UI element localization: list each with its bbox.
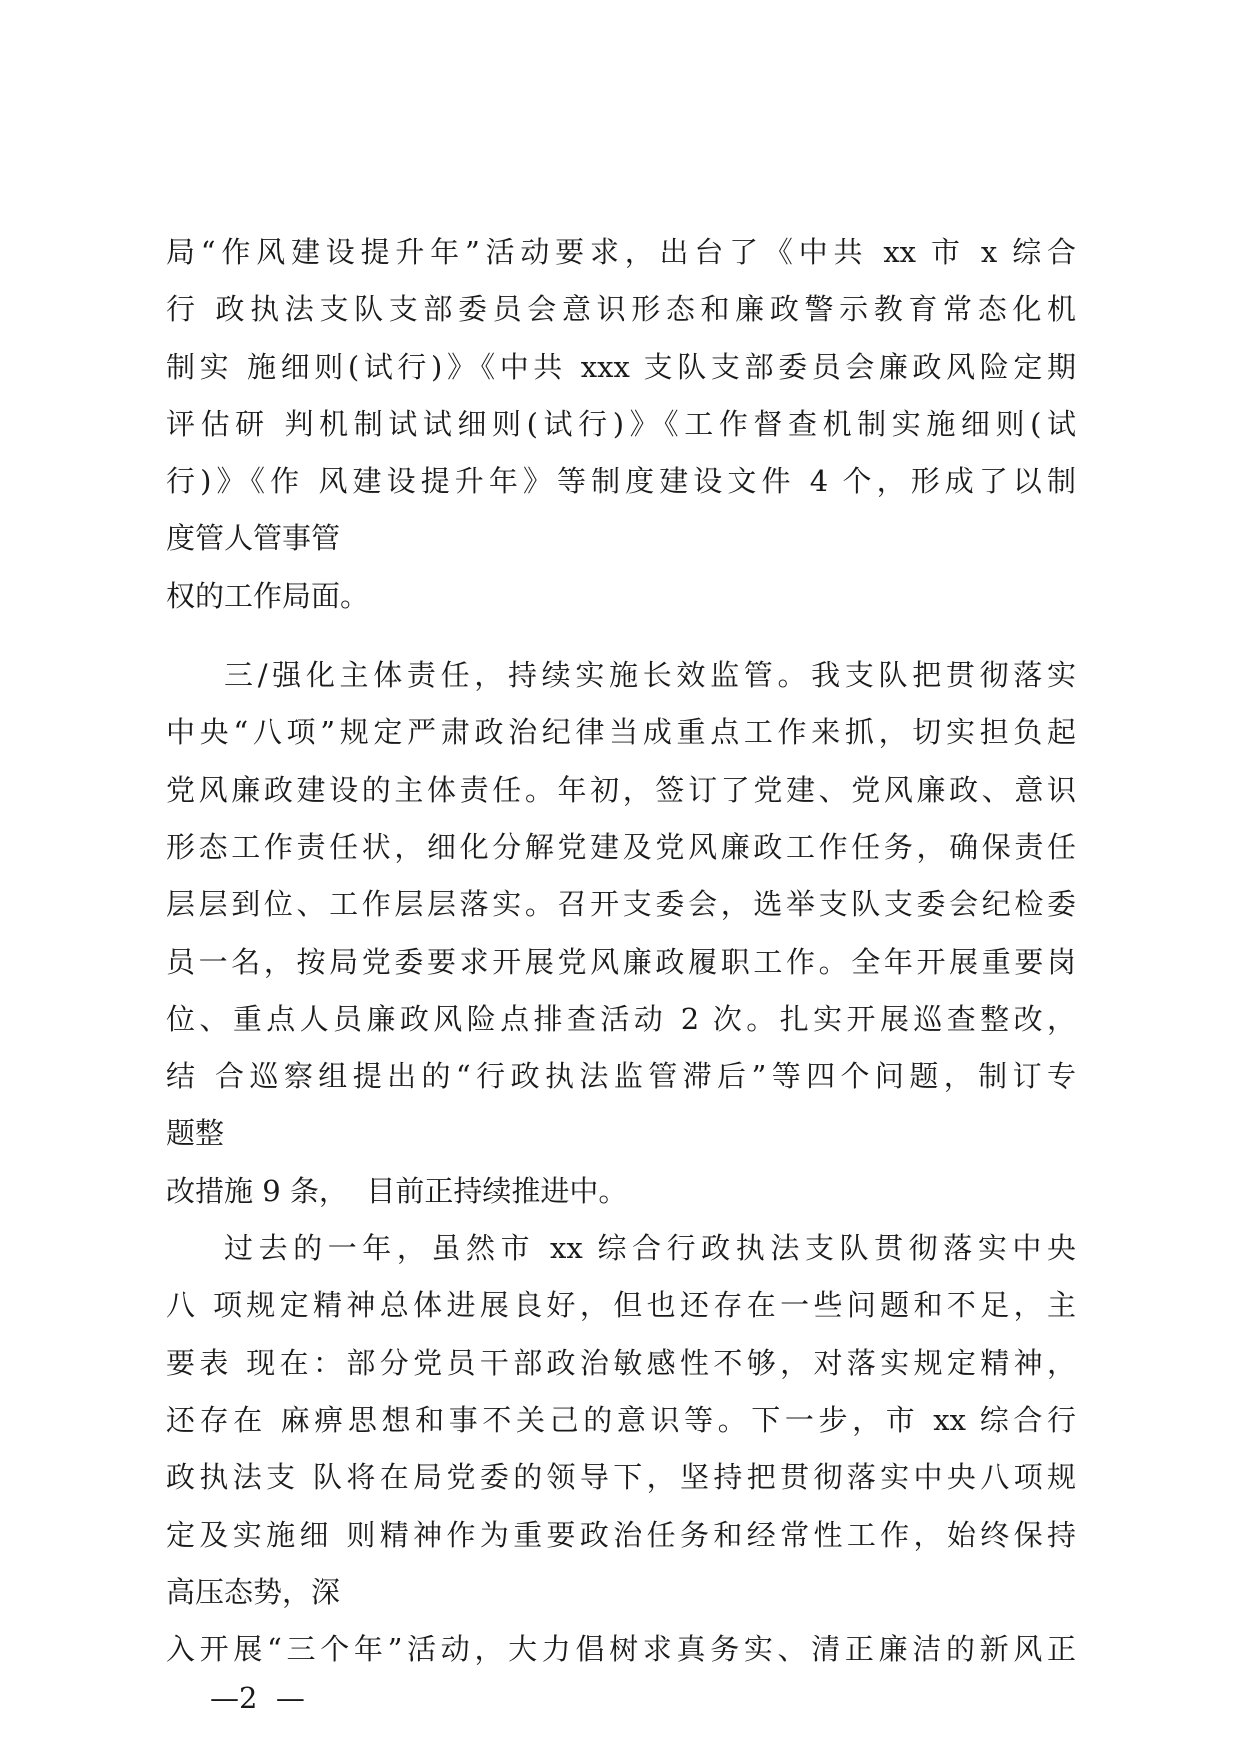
text-line: 评估研 判机制试试细则(试行)》《工作督查机制实施细则(试 [166,406,1076,441]
text-line: 员一名，按局党委要求开展党风廉政履职工作。全年开展重要岗 [166,944,1076,979]
text-line: 局“作风建设提升年”活动要求，出台了《中共 xx 市 x 综合 [166,235,1076,269]
paragraph-spacer [166,625,1076,647]
text-line: 过去的一年，虽然市 xx 综合行政执法支队贯彻落实中央 [224,1231,1076,1266]
page-number: —2 — [210,1681,305,1715]
text-line: 形态工作责任状，细化分解党建及党风廉政工作任务，确保责任 [166,829,1076,864]
text-line: 行 政执法支队支部委员会意识形态和廉政警示教育常态化机 [166,292,1076,327]
paragraph [166,224,1076,625]
text-line: 行)》《作 风建设提升年》等制度建设文件 4 个，形成了以制 [166,464,1076,499]
text-line: 还存在 麻痹思想和事不关己的意识等。下一步，市 xx 综合行 [166,1402,1076,1437]
text-line: 入开展“三个年”活动，大力倡树求真务实、清正廉洁的新风正 [166,1632,1076,1667]
text-line: 权的工作局面。 [166,578,370,613]
text-line: 中央“八项”规定严肃政治纪律当成重点工作来抓，切实担负起 [166,715,1076,750]
text-line: 高压态势，深 [166,1574,341,1609]
text-line: 定及实施细 则精神作为重要政治任务和经常性工作，始终保持 [166,1517,1076,1552]
text-line: 党风廉政建设的主体责任。年初，签订了党建、党风廉政、意识 [166,772,1076,807]
text-line: 制实 施细则(试行)》《中共 xxx 支队支部委员会廉政风险定期 [166,349,1076,384]
text-line: 度管人管事管 [166,521,341,556]
document-body [166,224,1076,1678]
text-line: 结 合巡察组提出的“行政执法监管滞后”等四个问题，制订专 [166,1059,1076,1094]
text-line: 八 项规定精神总体进展良好，但也还存在一些问题和不足，主 [166,1288,1076,1323]
text-line: 要表 现在：部分党员干部政治敏感性不够，对落实规定精神， [166,1345,1076,1380]
paragraph [166,1220,1076,1678]
text-line: 三/强化主体责任，持续实施长效监管。我支队把贯彻落实 [224,658,1076,693]
text-line: 改措施 9 条， 目前正持续推进中。 [166,1173,628,1208]
text-line: 题整 [166,1116,225,1151]
paragraph [166,647,1076,1220]
text-line: 位、重点人员廉政风险点排查活动 2 次。扎实开展巡查整改， [166,1001,1076,1036]
text-line: 层层到位、工作层层落实。召开支委会，选举支队支委会纪检委 [166,887,1076,922]
text-line: 政执法支 队将在局党委的领导下，坚持把贯彻落实中央八项规 [166,1460,1076,1495]
